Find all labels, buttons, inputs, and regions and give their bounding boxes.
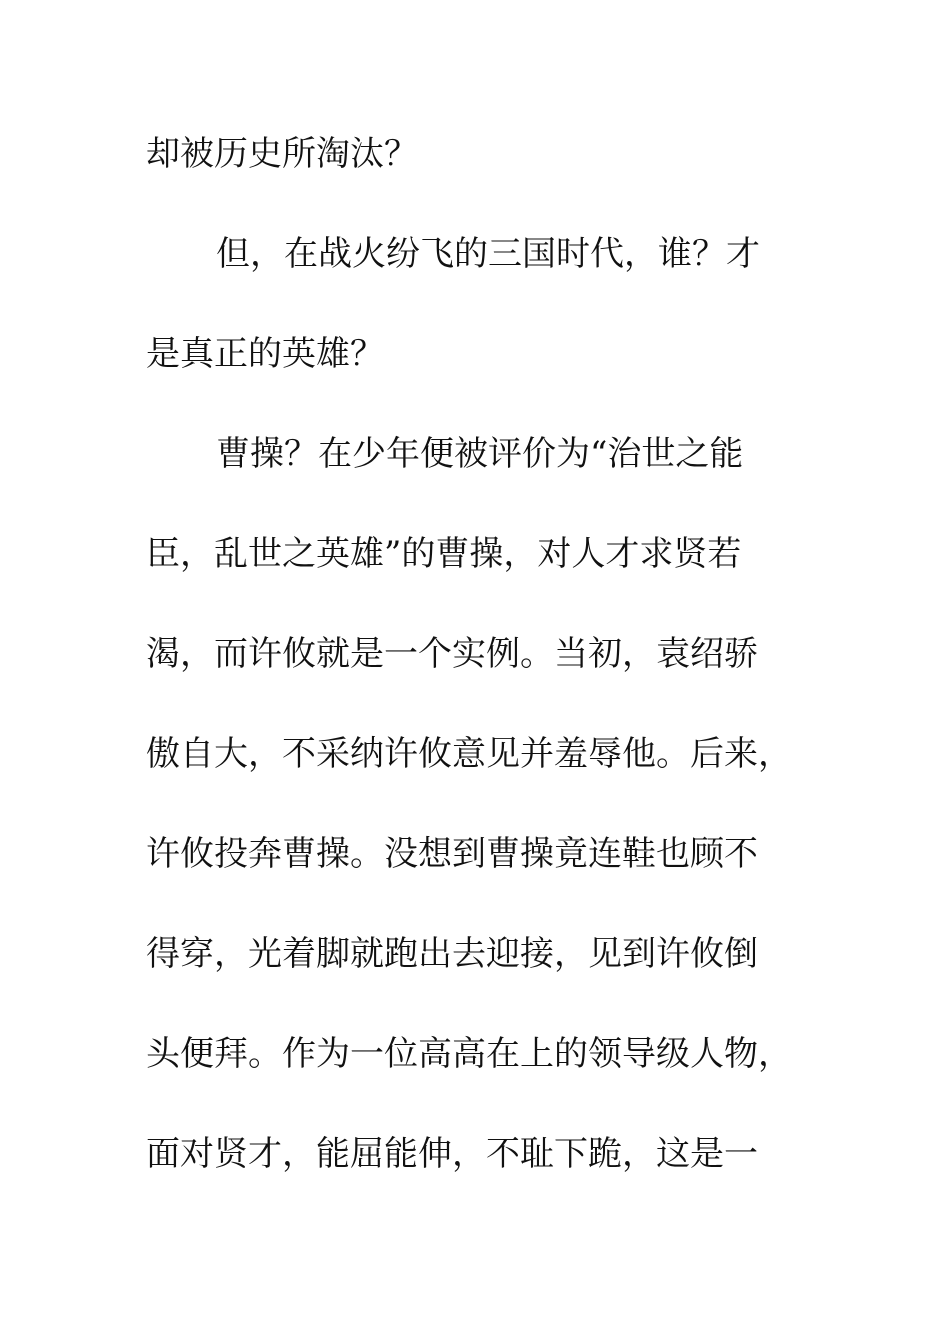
paragraph-first-line: 但，在战火纷飞的三国时代，谁？才 xyxy=(216,234,760,274)
text-line: 却被历史所淘汰？ xyxy=(146,134,418,174)
text-line: 是真正的英雄？ xyxy=(146,334,384,374)
text-line: 渴，而许攸就是一个实例。当初，袁绍骄 xyxy=(146,634,758,674)
text-line: 头便拜。作为一位高高在上的领导级人物， xyxy=(146,1034,792,1074)
text-line: 面对贤才，能屈能伸，不耻下跪，这是一 xyxy=(146,1134,758,1174)
paragraph-first-line: 曹操？在少年便被评价为“治世之能 xyxy=(216,434,744,474)
body-text xyxy=(146,126,806,1226)
text-line: 臣，乱世之英雄”的曹操，对人才求贤若 xyxy=(146,534,742,574)
text-line: 得穿，光着脚就跑出去迎接，见到许攸倒 xyxy=(146,934,758,974)
text-line: 傲自大，不采纳许攸意见并羞辱他。后来， xyxy=(146,734,792,774)
text-line: 许攸投奔曹操。没想到曹操竟连鞋也顾不 xyxy=(146,834,758,874)
